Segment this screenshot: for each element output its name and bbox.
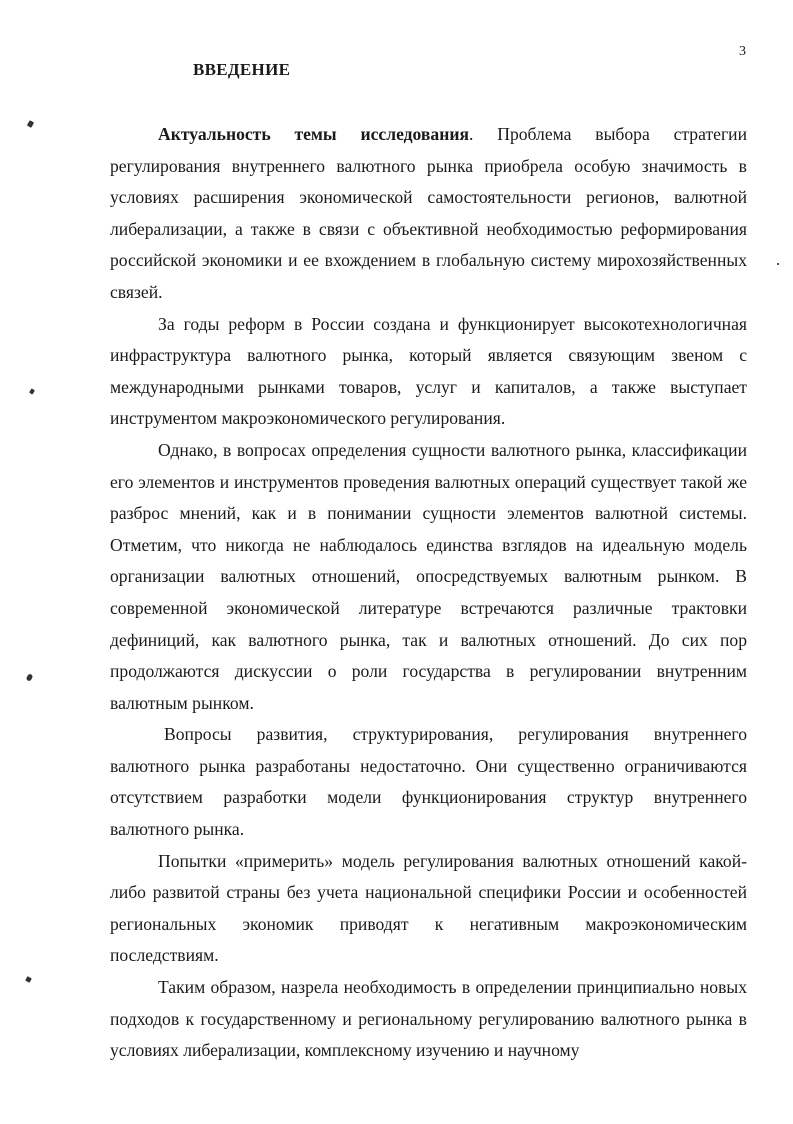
paragraph: Таким образом, назрела необходимость в определении принципиально новых подходов к государственному и региональному регулированию валютного рынка в условиях либерализации, комплексному изучению и научному [110,977,747,1061]
paragraph: За годы реформ в России создана и функционирует высокотехнологичная инфраструктура валютного рынка, который является связующим звеном с международными рынками товаров, услуг и капиталов, а также выступает инструментом макроэкономического регулирования. [110,313,747,429]
scan-mark [29,388,35,394]
scan-dot [777,263,779,265]
scan-mark [25,976,32,983]
paragraph-lead: Актуальность темы исследования [158,124,470,144]
scan-mark [26,673,34,682]
page-number: 3 [739,44,746,59]
scan-mark [27,120,34,128]
section-heading: ВВЕДЕНИЕ [193,60,291,79]
paragraph-text: . Проблема выбора стратегии регулирования внутреннего валютного рынка приобрела особую значимость в условиях расширения экономической самостоятельности регионов, валютной либерализации, а также в связи с объективной необходимостью реформирования российской экономики и ее вхождением в глобальную систему мирохозяйственных связей. [110,124,747,302]
body-text [110,119,747,1067]
paragraph [110,119,747,309]
paragraph: Однако, в вопросах определения сущности валютного рынка, классификации его элементов и инструментов проведения валютных операций существует такой же разброс мнений, как и в понимании сущности элементов валютной системы. Отметим, что никогда не наблюдалось единства взглядов на идеальную модель организации валютных отношений, опосредствуемых валютным рынком. В современной экономической литературе встречаются различные трактовки дефиниций, как валютного рынка, так и валютных отношений. До сих пор продолжаются дискуссии о роли государства в регулировании внутренним валютным рынком. [110,439,747,713]
paragraph: Вопросы развития, структурирования, регулирования внутреннего валютного рынка разработаны недостаточно. Они существенно ограничиваются отсутствием разработки модели функционирования структур внутреннего валютного рынка. [110,724,747,840]
paragraph: Попытки «примерить» модель регулирования валютных отношений какой-либо развитой страны без учета национальной специфики России и особенностей региональных экономик приводят к негативным макроэкономическим последствиям. [110,850,747,966]
